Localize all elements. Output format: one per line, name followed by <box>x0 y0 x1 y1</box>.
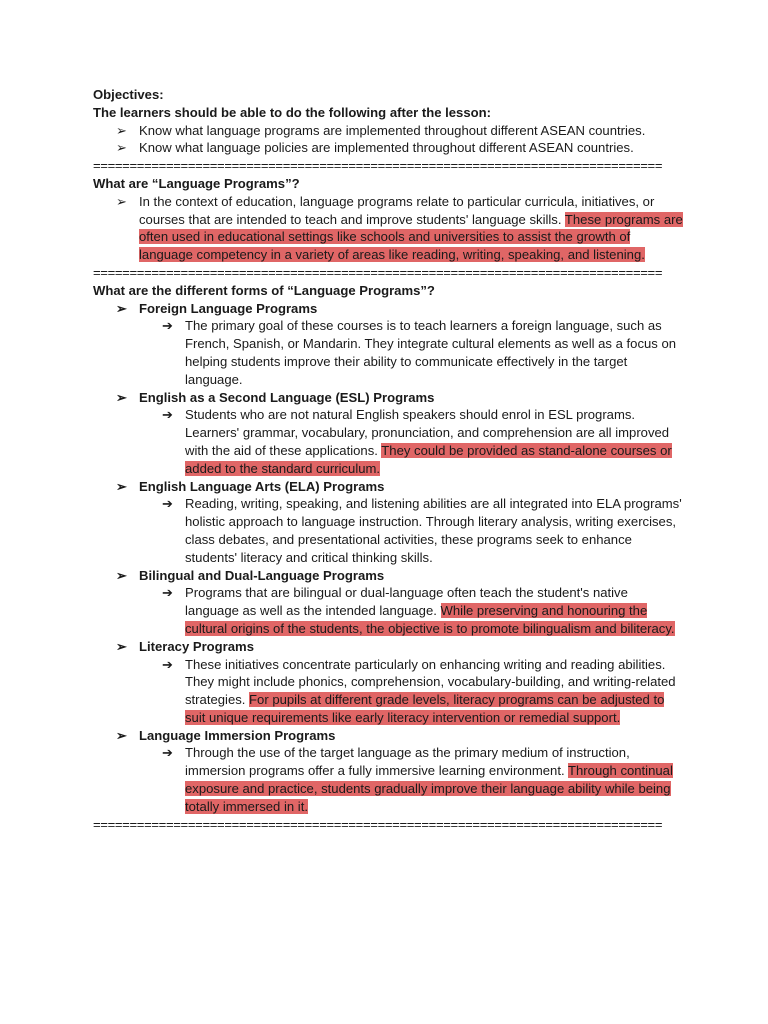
program-description <box>93 584 683 637</box>
program-title-text: Language Immersion Programs <box>139 727 336 743</box>
program-text: The primary goal of these courses is to teach learners a foreign language, such as French, Spanish, or Mandarin. They integrate cultural elements as well as a focus on helping students improve their ability to communicate effectively in the target language. <box>185 318 677 387</box>
arrow-bullet-icon: ➢ <box>116 193 127 209</box>
program-text: Reading, writing, speaking, and listening abilities are all integrated into ELA programs' holistic approach to language instruction. Through literary analysis, writing exercises, class debates, and presentational activities, these programs seek to enhance students' literacy and critical thinking skills. <box>185 496 682 565</box>
program-title-text: English as a Second Language (ESL) Programs <box>139 389 435 405</box>
section-heading: What are “Language Programs”? <box>93 175 300 191</box>
program-text: Through the use of the target language as the primary medium of instruction, immersion programs offer a fully immersive learning environment. <box>185 745 630 779</box>
arrow-bullet-icon: ➢ <box>116 567 127 583</box>
program-text: Students who are not natural English speakers should enrol in ESL programs. Learners' grammar, vocabulary, pronunciation, and comprehension are all improved with the aid of these applications. <box>185 407 670 458</box>
highlighted-text: Through continual exposure and practice, students gradually improve their language ability while being totally immersed in it. <box>185 763 673 814</box>
arrow-bullet-icon: ➢ <box>116 122 127 138</box>
arrow-icon: ➔ <box>162 656 173 672</box>
program-description <box>93 317 683 388</box>
program-title <box>93 727 683 745</box>
separator-line: ============================================================================== <box>93 816 663 832</box>
highlighted-text: While preserving and honouring the cultural origins of the students, the objective is to promote bilingualism and biliteracy. <box>185 603 675 636</box>
program-description <box>93 744 683 815</box>
program-title <box>93 638 683 656</box>
arrow-icon: ➔ <box>162 407 173 423</box>
arrow-icon: ➔ <box>162 585 173 601</box>
document-body <box>93 86 683 833</box>
program-title <box>93 300 683 318</box>
program-text: These initiatives concentrate particularly on enhancing writing and reading abilities. They might include phonics, comprehension, vocabulary-building, and writing-related strategies. <box>185 656 676 708</box>
program-title <box>93 567 683 585</box>
arrow-bullet-icon: ➢ <box>116 389 127 405</box>
objective-text: Know what language policies are implemented throughout different ASEAN countries. <box>139 140 634 156</box>
arrow-bullet-icon: ➢ <box>116 140 127 156</box>
objectives-intro: The learners should be able to do the following after the lesson: <box>93 104 491 120</box>
program-description <box>93 495 683 566</box>
program-title-text: English Language Arts (ELA) Programs <box>139 478 385 494</box>
arrow-icon: ➔ <box>162 496 173 512</box>
program-title <box>93 389 683 407</box>
program-title-text: Foreign Language Programs <box>139 300 318 316</box>
definition-text: In the context of education, language programs relate to particular curricula, initiatives, or courses that are intended to teach and improve students' language skills. <box>139 193 655 227</box>
program-title-text: Bilingual and Dual-Language Programs <box>139 567 385 583</box>
separator-line: ============================================================================== <box>93 158 663 174</box>
arrow-bullet-icon: ➢ <box>116 727 127 743</box>
separator-line: ============================================================================== <box>93 264 663 280</box>
arrow-bullet-icon: ➢ <box>116 638 127 654</box>
highlighted-text: For pupils at different grade levels, literacy programs can be adjusted to suit unique requirements like early literacy intervention or remedial support. <box>185 692 665 725</box>
program-title-text: Literacy Programs <box>139 638 254 654</box>
objective-item <box>93 122 683 140</box>
arrow-icon: ➔ <box>162 745 173 761</box>
highlighted-text: These programs are often used in educational settings like schools and universities to assist the growth of language competency in a variety of areas like reading, writing, speaking, and listening. <box>139 211 683 263</box>
arrow-icon: ➔ <box>162 318 173 334</box>
definition-item <box>93 193 683 264</box>
objective-text: Know what language programs are implemented throughout different ASEAN countries. <box>139 122 646 138</box>
section-heading: What are the different forms of “Language Programs”? <box>93 282 435 298</box>
objective-item <box>93 139 683 157</box>
program-text: Programs that are bilingual or dual-language often teach the student's native language as well as the intended language. <box>185 585 628 619</box>
program-title <box>93 478 683 496</box>
program-description <box>93 656 683 727</box>
program-description <box>93 406 683 477</box>
arrow-bullet-icon: ➢ <box>116 478 127 494</box>
arrow-bullet-icon: ➢ <box>116 300 127 316</box>
highlighted-text: They could be provided as stand-alone courses or added to the standard curriculum. <box>185 442 672 476</box>
objectives-heading: Objectives: <box>93 87 164 102</box>
